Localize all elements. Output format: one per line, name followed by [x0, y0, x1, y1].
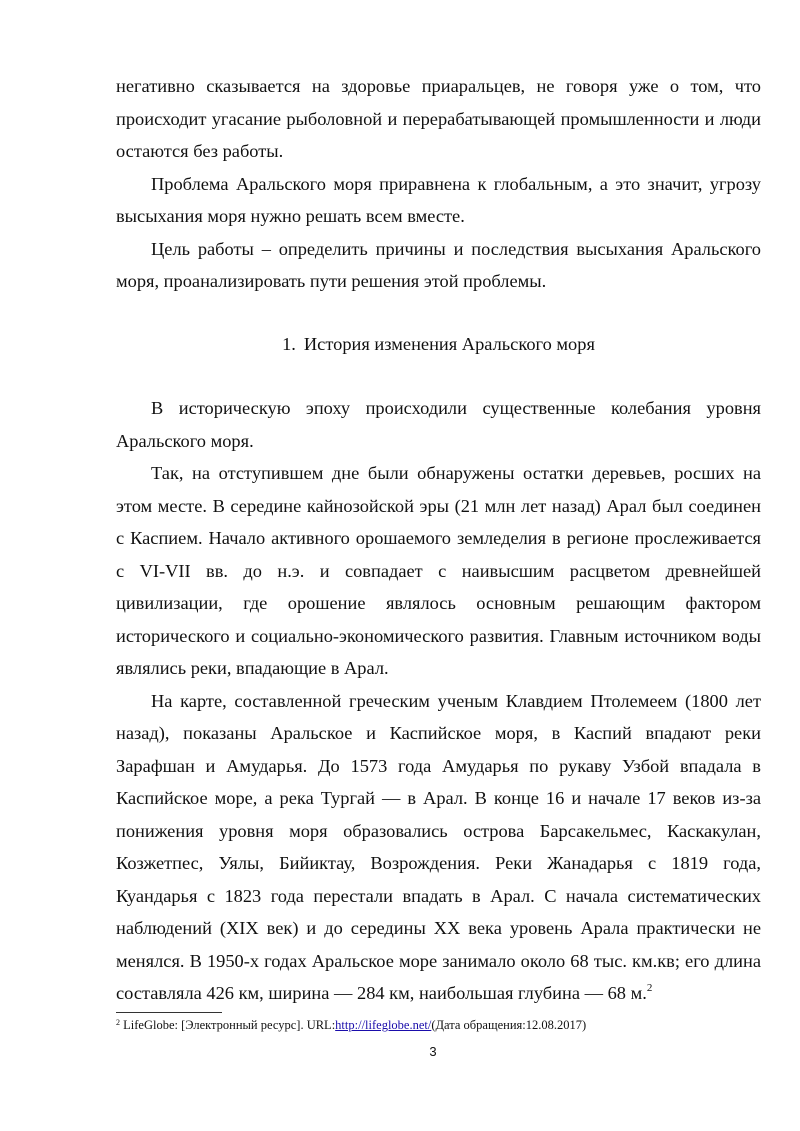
paragraph: Цель работы – определить причины и последствия высыхания Аральского моря, проанализировать пути решения этой проблемы. — [116, 238, 761, 291]
paragraph-text: На карте, составленной греческим ученым Клавдием Птолемеем (1800 лет назад), показаны Аральское и Каспийское моря, в Каспий впадают реки Зарафшан и Амударья. До 1573 года Амударья по рукаву Узбой впадала в Каспийское море, а река Тургай — в Арал. В конце 16 и начале 17 веков из-за понижения уровня моря образовались острова Барсакельмес, Каскакулан, Козжетпес, Уялы, Бийиктау, Возрождения. Реки Жанадарья с 1819 года, Куандарья с 1823 года перестали впадать в Арал. С начала систематических наблюдений (XIX век) и до середины XX века уровень Арала практически не менялся. В 1950-х годах Аральское море занимало около 68 тыс. км.кв; его длина составляла 426 км, ширина — 284 км, наибольшая глубина — 68 м. — [116, 690, 761, 1003]
paragraph: Проблема Аральского моря приравнена к глобальным, а это значит, угрозу высыхания моря нужно решать всем вместе. — [116, 173, 761, 226]
footnote-link[interactable]: http://lifeglobe.net/ — [335, 1018, 432, 1032]
footnote-reference[interactable]: 2 — [646, 982, 653, 994]
paragraph: негативно сказывается на здоровье приаральцев, не говоря уже о том, что происходит угасание рыболовной и перерабатывающей промышленности и люди остаются без работы. — [116, 76, 761, 161]
paragraph: Так, на отступившем дне были обнаружены остатки деревьев, росших на этом месте. В середине кайнозойской эры (21 млн лет назад) Арал был соединен с Каспием. Начало активного орошаемого земледелия в регионе прослеживается с VI-VII вв. до н.э. и совпадает с наивысшим расцветом древнейшей цивилизации, где орошение являлось основным решающим фактором исторического и социально-экономического развития. Главным источником воды являлись реки, впадающие в Арал. — [116, 463, 761, 678]
footnote-separator — [116, 1012, 222, 1013]
paragraph: В историческую эпоху происходили существенные колебания уровня Аральского моря. — [116, 398, 761, 451]
section-number: 1. — [282, 333, 296, 354]
footnote — [116, 1017, 761, 1033]
footnote-marker: 2 — [116, 1018, 120, 1027]
document-body — [116, 70, 761, 1010]
paragraph — [116, 685, 761, 1010]
footnote-access-date: (Дата обращения:12.08.2017) — [431, 1018, 587, 1032]
section-title: История изменения Аральского моря — [303, 333, 595, 354]
footnote-source: LifeGlobe: [Электронный ресурс]. URL: — [120, 1018, 336, 1032]
page-number: 3 — [429, 1044, 437, 1059]
section-heading — [116, 328, 761, 361]
